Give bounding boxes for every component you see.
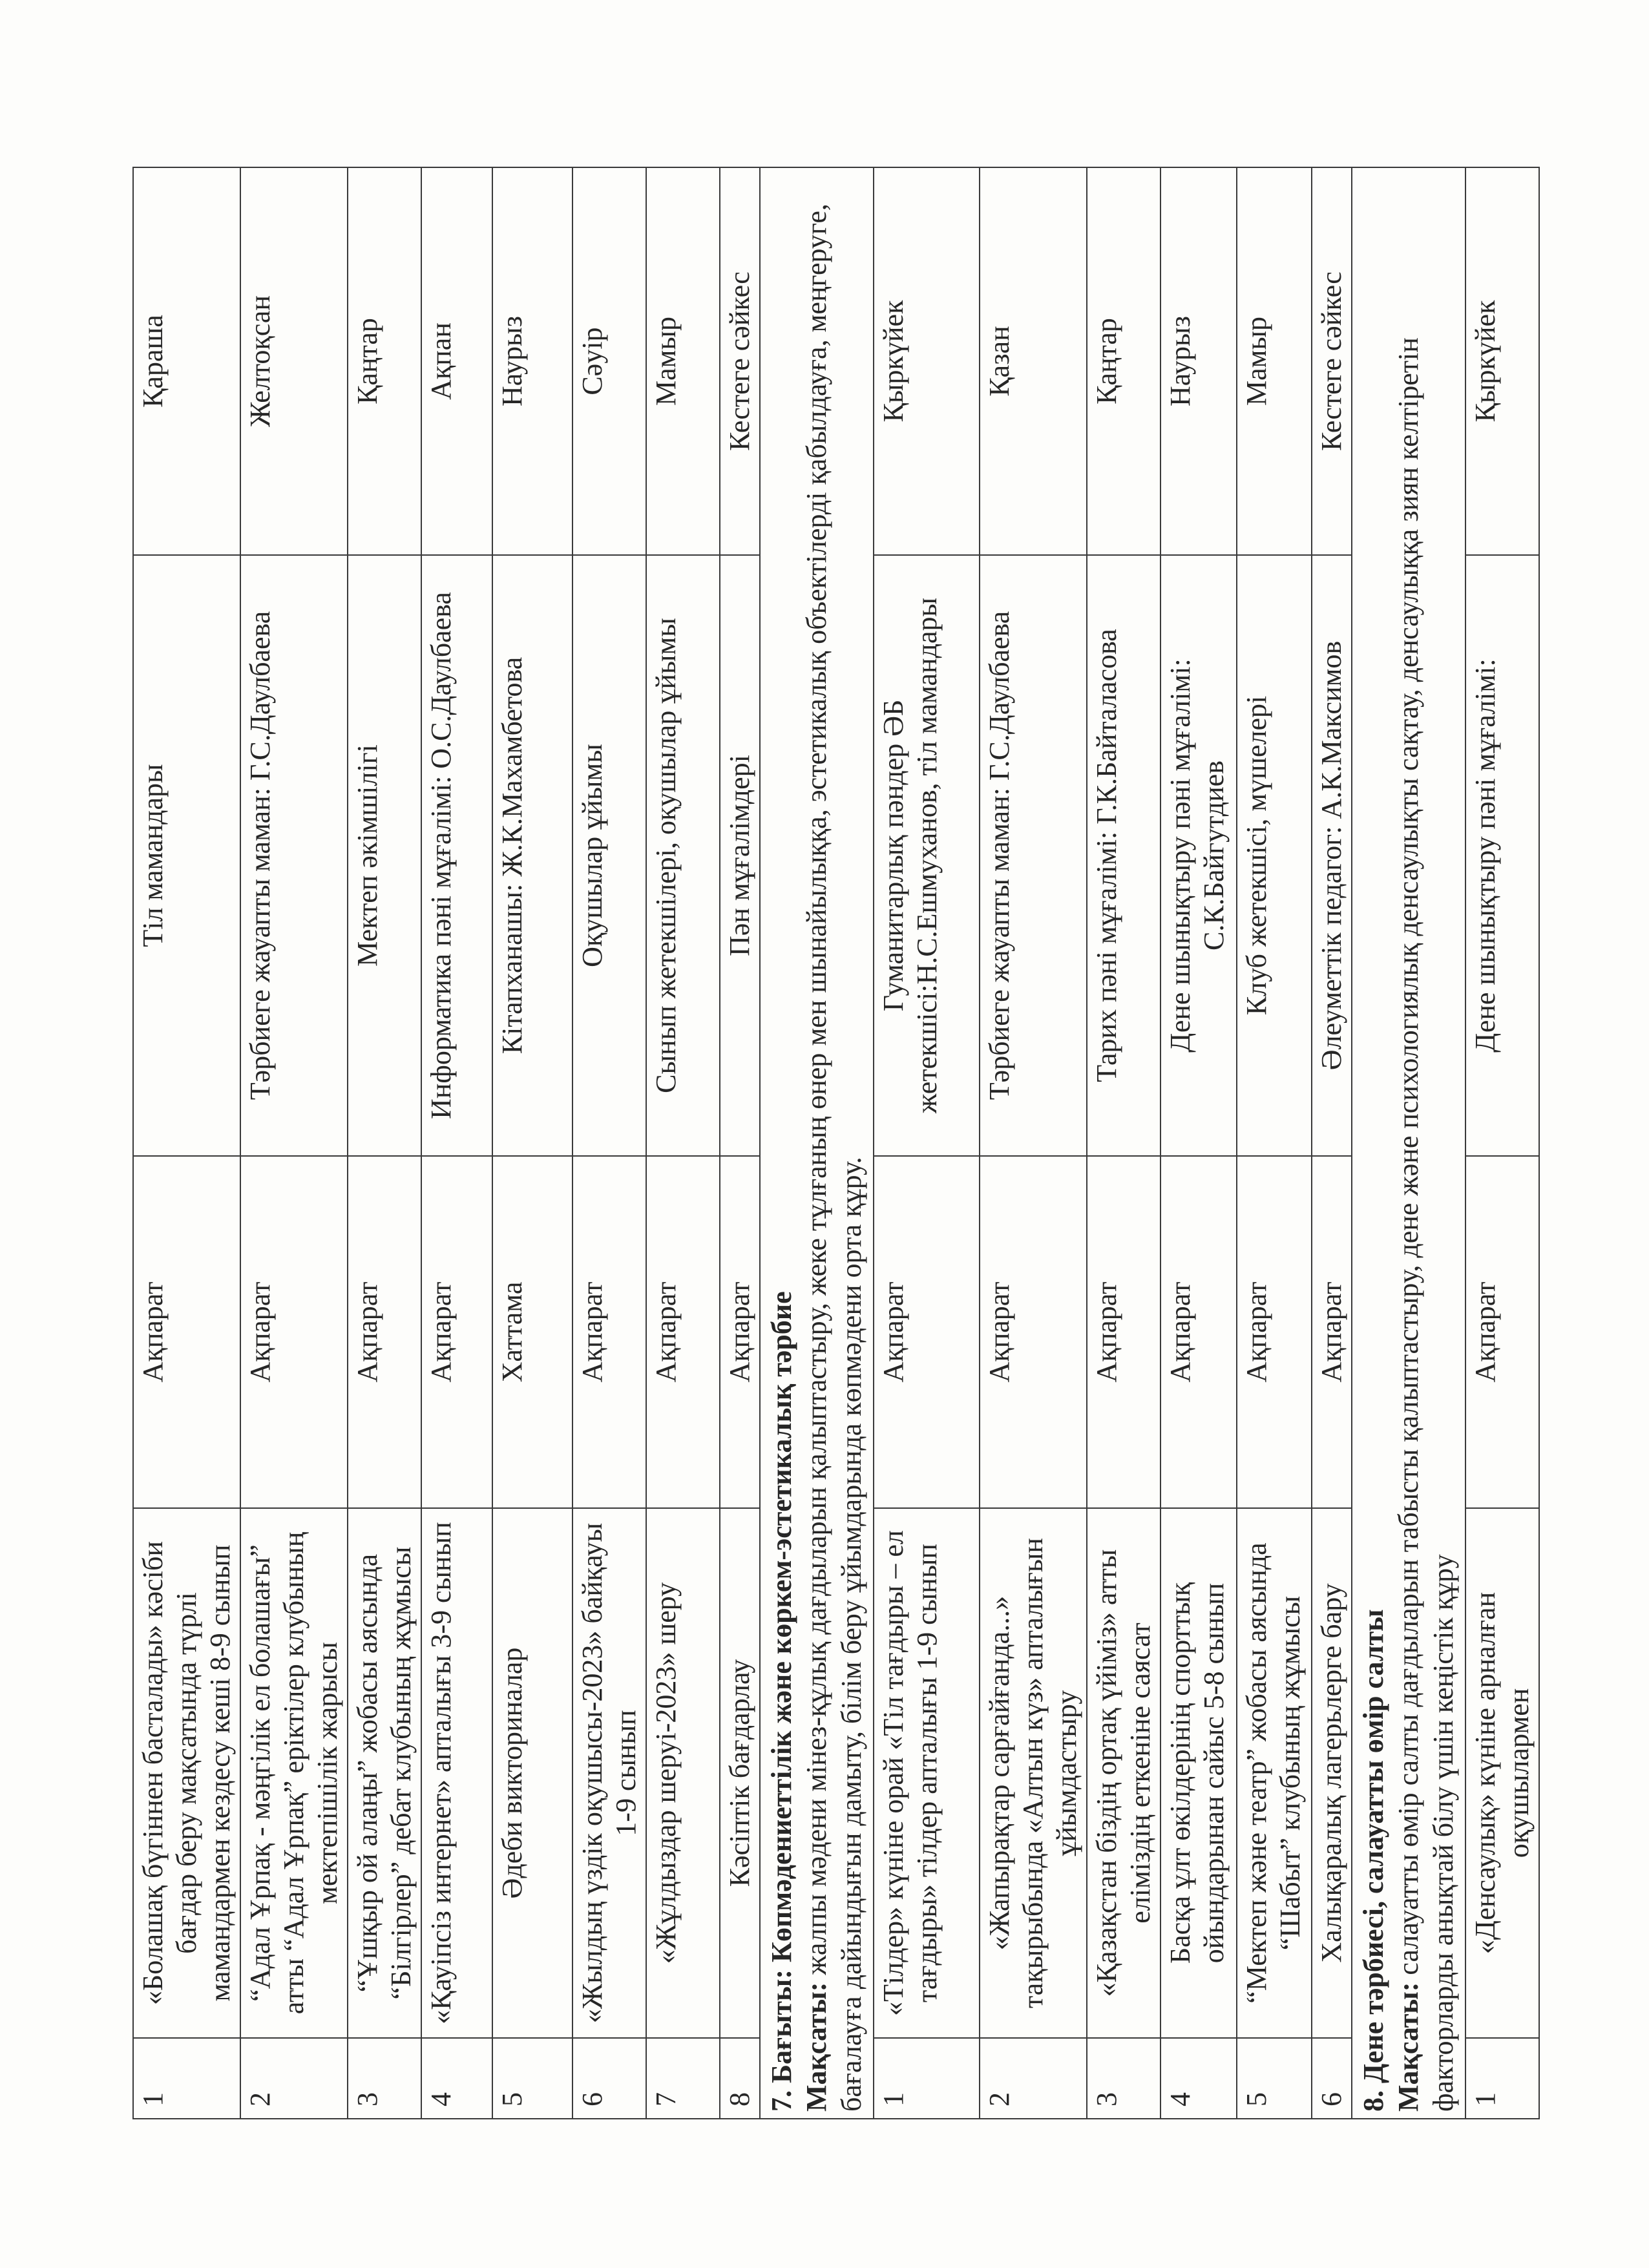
event-cell: Әдеби викториналар [492, 1508, 572, 2038]
form-cell: Ақпарат [646, 1156, 720, 1508]
table-row [980, 167, 1087, 2119]
responsible-cell: Мектеп әкімшілігі [348, 555, 421, 1156]
form-cell: Ақпарат [1087, 1156, 1161, 1508]
form-cell: Ақпарат [980, 1156, 1087, 1508]
responsible-cell: Тәрбиеге жауапты маман: Г.С.Даулбаева [980, 555, 1087, 1156]
section-7-goal-text: жалпы мәдени мінез-құлық дағдыларын қалыптастыру, жеке тұлғаның өнер мен шынайылыққа, эстетикалық объектілерді қабылдауға, меңгеруге, бағалауға дайындығын дамыту, білім беру ұйымдарында көпмәдени орта құру. [801, 204, 867, 2112]
responsible-cell: Информатика пәні мұғалімі: О.С.Даулбаева [421, 555, 492, 1156]
row-number: 4 [421, 2038, 492, 2119]
section-header [1352, 167, 1465, 2119]
form-cell: Ақпарат [874, 1156, 980, 1508]
form-cell: Ақпарат [572, 1156, 646, 1508]
section-7-goal [799, 174, 869, 2112]
date-cell: Наурыз [492, 167, 572, 555]
date-cell: Наурыз [1161, 167, 1237, 555]
row-number: 3 [1087, 2038, 1161, 2119]
row-number: 1 [133, 2038, 240, 2119]
date-cell: Қыркүйек [1465, 167, 1539, 555]
form-cell: Ақпарат [421, 1156, 492, 1508]
responsible-cell: Сынып жетекшілері, оқушылар ұйымы [646, 555, 720, 1156]
event-cell: «Денсаулық» күніне арналған оқушылармен [1465, 1508, 1539, 2038]
section-8-goal-label: Мақсаты: [1392, 1982, 1424, 2112]
responsible-cell: Дене шынықтыру пәні мұғалімі: С.К.Байгутдиев [1161, 555, 1237, 1156]
table-row [874, 167, 980, 2119]
event-cell: «Болашақ бүгіннен басталады» кәсіби бағдар беру мақсатында түрлі мамандармен кездесу кеші 8-9 сынып [133, 1508, 240, 2038]
responsible-cell: Пән мұғалімдері [720, 555, 760, 1156]
date-cell: Қыркүйек [874, 167, 980, 555]
row-number: 2 [240, 2038, 348, 2119]
form-cell: Ақпарат [1312, 1156, 1352, 1508]
form-cell: Ақпарат [348, 1156, 421, 1508]
table-row [1087, 167, 1161, 2119]
event-cell: «Тілдер» күніне орай «Тіл тағдыры – ел тағдыры» тілдер апталығы 1-9 сынып [874, 1508, 980, 2038]
table-row [572, 167, 646, 2119]
date-cell: Қараша [133, 167, 240, 555]
date-cell: Сәуір [572, 167, 646, 555]
date-cell: Мамыр [646, 167, 720, 555]
event-cell: “Мектеп және театр” жобасы аясында “Шабыт” клубының жұмысы [1237, 1508, 1312, 2038]
section-7-goal-label: Мақсаты: [801, 1982, 832, 2112]
event-cell: “Ұшқыр ой алаңы” жобасы аясында “Білгірлер” дебат клубының жұмысы [348, 1508, 421, 2038]
table-row [720, 167, 760, 2119]
date-cell: Қаңтар [1087, 167, 1161, 555]
table-row [492, 167, 572, 2119]
section-8-cell [1352, 167, 1465, 2119]
row-number: 2 [980, 2038, 1087, 2119]
event-cell: «Жапырақтар сарғайғанда...» тақырыбында «Алтын күз» апталығын ұйымдастыру [980, 1508, 1087, 2038]
row-number: 4 [1161, 2038, 1237, 2119]
section-8-goal [1391, 174, 1461, 2112]
responsible-cell: Кітапханашы: Ж.К.Махамбетова [492, 555, 572, 1156]
event-cell: «Қазақстан біздің ортақ үйіміз» атты еліміздің еткеніне саясат [1087, 1508, 1161, 2038]
event-cell: “Адал Ұрпақ - мәңгілік ел болашағы” атты “Адал Ұрпақ” еріктілер клубының мектепішілік жарысы [240, 1508, 348, 2038]
responsible-cell: Тарих пәні мұғалімі: Г.К.Байталасова [1087, 555, 1161, 1156]
date-cell: Мамыр [1237, 167, 1312, 555]
table-row [240, 167, 348, 2119]
row-number: 5 [1237, 2038, 1312, 2119]
event-cell: Кәсіптік бағдарлау [720, 1508, 760, 2038]
table-row [1237, 167, 1312, 2119]
table-row [421, 167, 492, 2119]
date-cell: Қазан [980, 167, 1087, 555]
plan-table [132, 167, 1540, 2119]
table-row [133, 167, 240, 2119]
row-number: 8 [720, 2038, 760, 2119]
form-cell: Хаттама [492, 1156, 572, 1508]
responsible-cell: Тәрбиеге жауапты маман: Г.С.Даулбаева [240, 555, 348, 1156]
row-number: 7 [646, 2038, 720, 2119]
table-row [1161, 167, 1237, 2119]
row-number: 6 [572, 2038, 646, 2119]
date-cell: Қаңтар [348, 167, 421, 555]
table-row [1465, 167, 1539, 2119]
section-7-cell [760, 167, 874, 2119]
responsible-cell: Тіл мамандары [133, 555, 240, 1156]
form-cell: Ақпарат [133, 1156, 240, 1508]
section-8-goal-text: салауатты өмір салты дағдыларын табысты қалыптастыру, дене және психологиялық денсаулықты сақтау, денсаулыққа зиян келтіретін факторларды анықтай білу үшін кеңістік құру [1392, 337, 1459, 2112]
table-row [1312, 167, 1352, 2119]
form-cell: Ақпарат [1465, 1156, 1539, 1508]
event-cell: «Қауіпсіз интернет» апталығы 3-9 сынып [421, 1508, 492, 2038]
responsible-cell: Әлеуметтік педагог: А.К.Максимов [1312, 555, 1352, 1156]
responsible-cell: Оқушылар ұйымы [572, 555, 646, 1156]
date-cell: Желтоқсан [240, 167, 348, 555]
row-number: 1 [874, 2038, 980, 2119]
plan-table-container [132, 168, 1540, 2119]
form-cell: Ақпарат [1237, 1156, 1312, 1508]
row-number: 3 [348, 2038, 421, 2119]
date-cell: Кестеге сәйкес [1312, 167, 1352, 555]
responsible-cell: Гуманитарлық пәндер ӘБ жетекшісі:Н.С.Ешмуханов, тіл мамандары [874, 555, 980, 1156]
row-number: 5 [492, 2038, 572, 2119]
event-cell: «Жұлдыздар шеруі-2023» шеру [646, 1508, 720, 2038]
date-cell: Ақпан [421, 167, 492, 555]
event-cell: «Жылдың үздік оқушысы-2023» байқауы 1-9 сынып [572, 1508, 646, 2038]
row-number: 1 [1465, 2038, 1539, 2119]
table-row [646, 167, 720, 2119]
form-cell: Ақпарат [240, 1156, 348, 1508]
date-cell: Кестеге сәйкес [720, 167, 760, 555]
section-7-title: 7. Бағыты: Көпмәдениеттілік және көркем-эстетикалық тәрбие [766, 1291, 797, 2112]
row-number: 6 [1312, 2038, 1352, 2119]
table-row [348, 167, 421, 2119]
form-cell: Ақпарат [1161, 1156, 1237, 1508]
event-cell: Халықаралық лагерьлерге бару [1312, 1508, 1352, 2038]
event-cell: Басқа ұлт өкілдерінің спорттық ойындарынан сайыс 5-8 сынып [1161, 1508, 1237, 2038]
section-8-title: 8. Дене тәрбиесі, салауатты өмір салты [1358, 1609, 1389, 2112]
section-header [760, 167, 874, 2119]
form-cell: Ақпарат [720, 1156, 760, 1508]
responsible-cell: Дене шынықтыру пәні мұғалімі: [1465, 555, 1539, 1156]
responsible-cell: Клуб жетекшісі, мүшелері [1237, 555, 1312, 1156]
